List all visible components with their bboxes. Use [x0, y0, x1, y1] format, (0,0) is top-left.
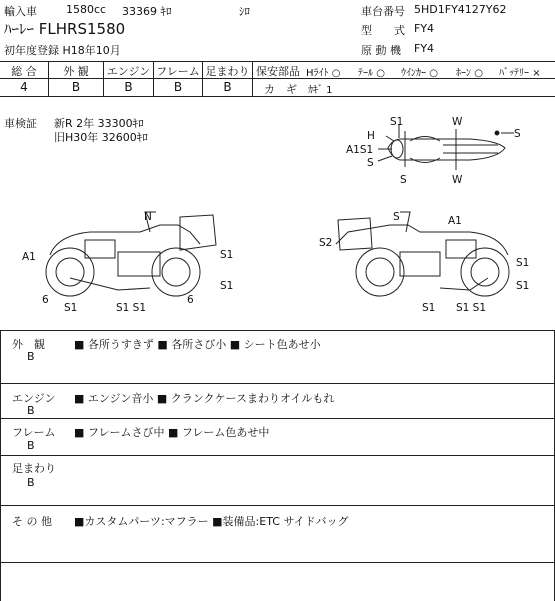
model-title: ﾊｰﾚｰ FLHRS1580 — [4, 20, 126, 38]
top-view-labels — [346, 116, 521, 186]
part-headlight: Hﾗｲﾄ ○ — [306, 68, 341, 79]
inspection-label: 車検証 — [4, 117, 37, 130]
part-battery: ﾊﾞｯﾃﾘｰ × — [499, 68, 541, 79]
key-label: カ ギ — [264, 83, 297, 96]
first-registration: 初年度登録 H18年10月 — [4, 44, 121, 57]
label-top-s-c: S — [514, 128, 521, 140]
grade-exterior: B — [71, 80, 81, 94]
grade-engine: B — [124, 80, 133, 94]
label-left-6-a: 6 — [42, 294, 49, 306]
section-frame-text: ■ フレームさび中 ■ フレーム色あせ中 — [74, 426, 270, 439]
inspection-old: 旧H30年 32600ｷﾛ — [54, 131, 148, 144]
label-top-s1-a: S1 — [390, 116, 404, 128]
inspection-new: 新R 2年 33300ｷﾛ — [54, 117, 144, 130]
part-horn: ﾎｰﾝ ○ — [456, 68, 483, 79]
label-left-n: N — [144, 211, 152, 223]
section-exterior-text: ■ 各所うすきず ■ 各所さび小 ■ シート色あせ小 — [74, 338, 321, 351]
label-top-w-b: W — [452, 174, 463, 186]
grade-header-frame: フレーム — [156, 65, 200, 78]
label-left-s1-c: S1 — [64, 302, 78, 314]
label-top-h: H — [367, 130, 375, 142]
right-side-view — [336, 212, 509, 296]
section-frame-grade: B — [27, 439, 35, 452]
section-suspension-title: 足まわり — [12, 462, 56, 475]
label-left-s1-a: S1 — [220, 249, 234, 261]
grade-overall: 4 — [20, 80, 28, 94]
engine-type-value: FY4 — [414, 42, 435, 55]
type-value: FY4 — [414, 22, 435, 35]
section-other-text: ■カスタムパーツ:マフラー ■装備品:ETC サイドバッグ — [74, 515, 349, 528]
section-engine-text: ■ エンジン音小 ■ クランクケースまわりオイルもれ — [74, 392, 335, 405]
label-top-s-b: S — [400, 174, 407, 186]
label-top-s-a: S — [367, 157, 374, 169]
label-left-s1-b: S1 — [220, 280, 234, 292]
label-left-a1: A1 — [22, 251, 36, 263]
left-view-labels — [22, 211, 233, 314]
section-engine-title: エンジン — [12, 392, 56, 405]
grade-header-exterior: 外 観 — [63, 65, 89, 78]
safety-parts-label: 保安部品 — [256, 65, 300, 78]
label-right-s1-c: S1 — [422, 302, 436, 314]
section-suspension-grade: B — [27, 476, 35, 489]
grade-suspension: B — [223, 80, 232, 94]
part-winker: ｳｲﾝｶｰ ○ — [401, 68, 438, 79]
grade-header-overall: 総 合 — [11, 65, 37, 78]
label-right-s: S — [393, 211, 400, 223]
mileage: 33369 ｷﾛ — [122, 5, 172, 18]
label-right-s1s1: S1 S1 — [456, 302, 487, 314]
grade-header-engine: エンジン — [106, 65, 151, 78]
right-view-labels — [319, 211, 529, 314]
label-left-s1s1: S1 S1 — [116, 302, 147, 314]
top-view — [378, 124, 514, 170]
frame-number-label: 車台番号 — [361, 5, 405, 18]
label-right-s1-a: S1 — [516, 257, 530, 269]
section-frame-title: フレーム — [12, 426, 56, 439]
section-exterior-title: 外 観 — [12, 338, 45, 351]
color: ｼﾛ — [239, 5, 250, 18]
import-label: 輸入車 — [4, 5, 37, 18]
label-left-6-b: 6 — [187, 294, 194, 306]
grade-header-suspension: 足まわり — [205, 65, 250, 78]
label-right-a1: A1 — [448, 215, 462, 227]
key-value: ｶｷﾞ 1 — [308, 85, 333, 96]
left-side-view — [46, 212, 216, 296]
part-taillight: ﾃｰﾙ ○ — [358, 68, 385, 79]
section-engine-grade: B — [27, 404, 35, 417]
label-right-s2: S2 — [319, 237, 333, 249]
label-top-a1s1: A1S1 — [346, 144, 374, 156]
displacement: 1580cc — [66, 3, 107, 16]
grade-frame: B — [173, 80, 183, 94]
section-exterior-grade: B — [27, 350, 35, 363]
label-right-s1-b: S1 — [516, 280, 530, 292]
frame-number: 5HD1FY4127Y62 — [414, 3, 507, 16]
label-top-w-a: W — [452, 116, 463, 128]
engine-type-label: 原 動 機 — [361, 44, 401, 57]
type-label: 型 式 — [361, 24, 405, 37]
section-other-title: そ の 他 — [12, 515, 52, 528]
